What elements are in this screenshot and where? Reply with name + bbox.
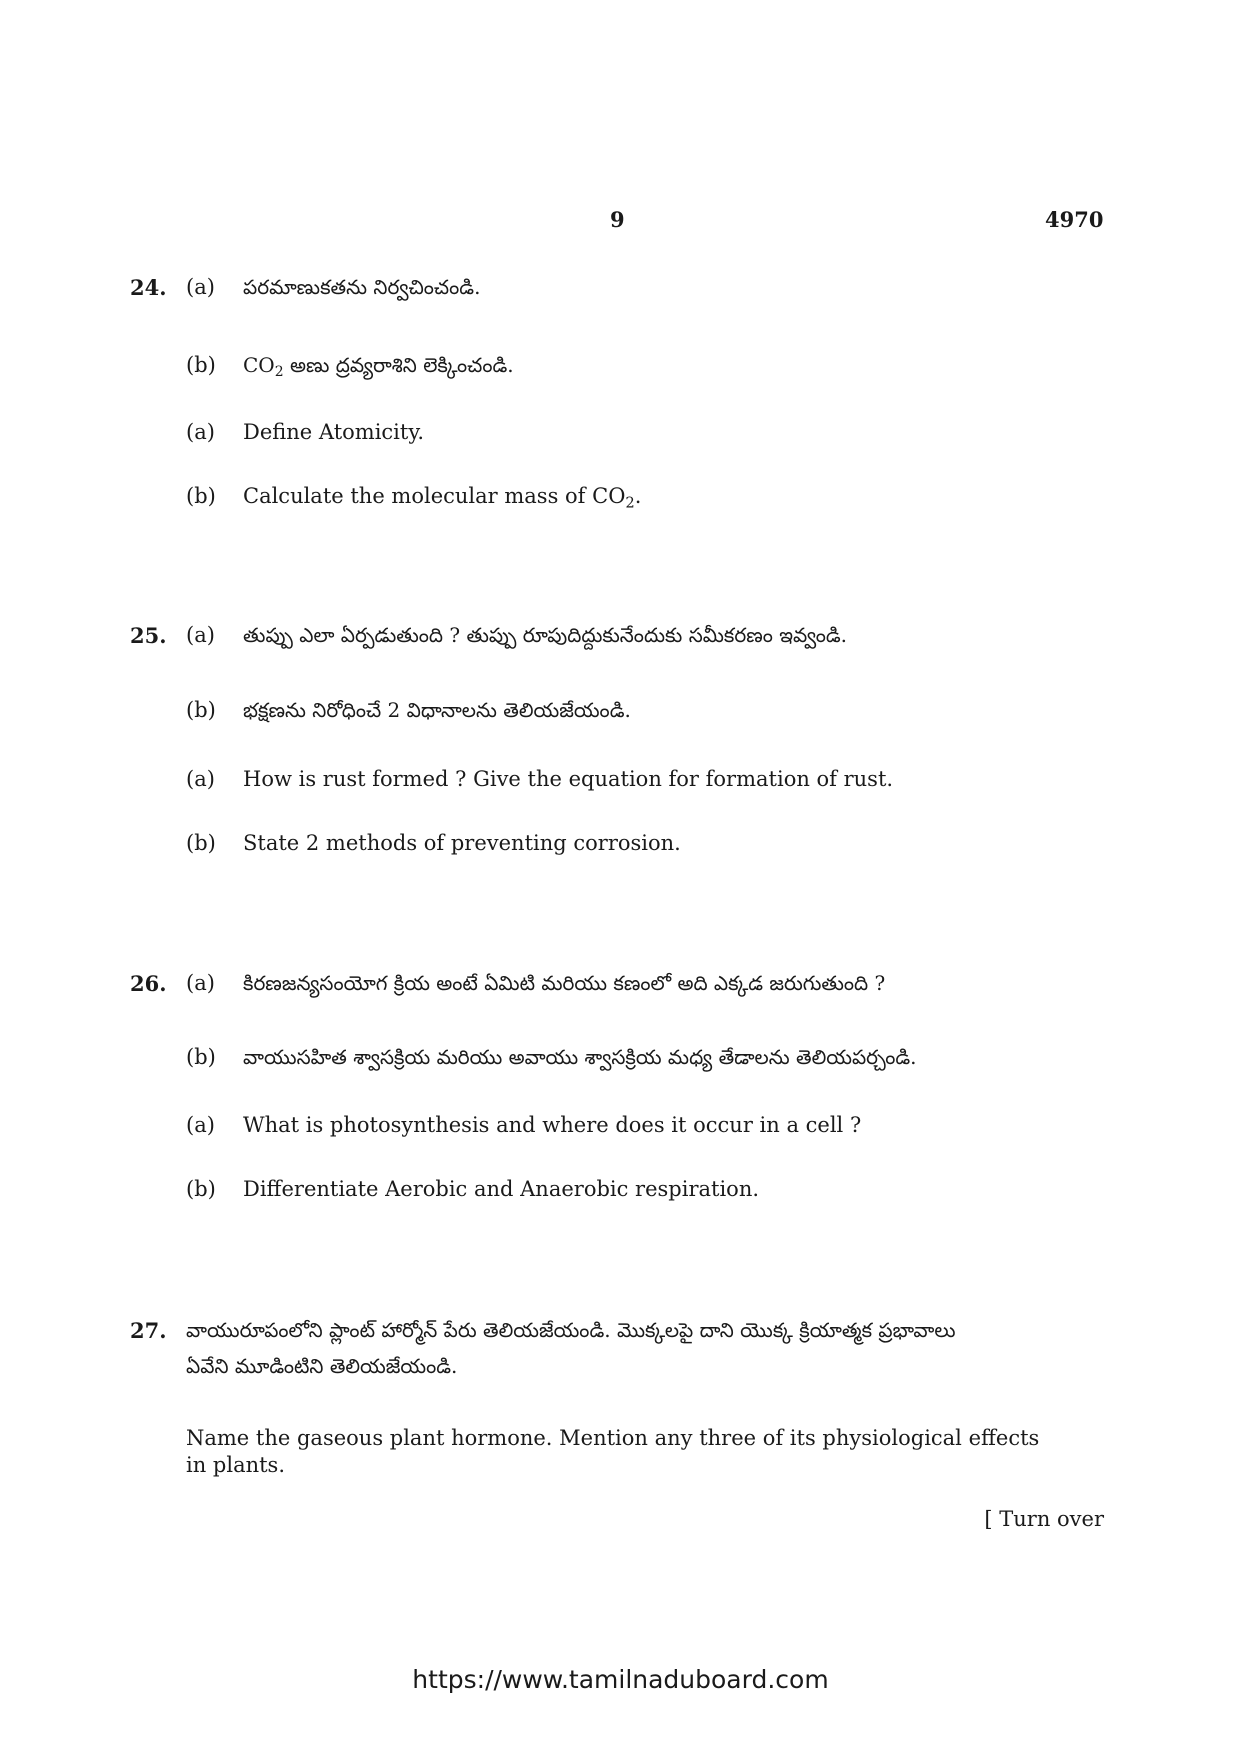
footer-url: https://www.tamilnaduboard.com (412, 1665, 829, 1694)
part-label: (b) (186, 484, 216, 508)
question-text-telugu: వాయురూపంలోని ప్లాంట్ హార్మోన్ పేరు తెలియజేయండి. మొక్కలపై దాని యొక్క క్రియాత్మక ప్రభావాలు (186, 1318, 956, 1342)
part-label: (a) (186, 275, 215, 299)
part-label: (b) (186, 698, 216, 722)
question-text-telugu: తుప్పు ఎలా ఏర్పడుతుంది ? తుప్పు రూపుదిద్దుకునేందుకు సమీకరణం ఇవ్వండి. (243, 623, 848, 647)
part-label: (a) (186, 767, 215, 791)
question-text-telugu: పరమాణుకతను నిర్వచించండి. (243, 275, 481, 299)
turn-over-note: [ Turn over (984, 1507, 1104, 1531)
question-number-24: 24. (130, 275, 167, 300)
part-label: (b) (186, 353, 216, 377)
question-text-english: How is rust formed ? Give the equation for formation of rust. (243, 767, 894, 791)
part-label: (a) (186, 1113, 215, 1137)
part-label: (a) (186, 420, 215, 444)
question-text-english: Define Atomicity. (243, 420, 425, 444)
question-text-telugu: భక్షణను నిరోధించే 2 విధానాలను తెలియజేయండి. (243, 698, 631, 722)
part-label: (b) (186, 1177, 216, 1201)
question-text-telugu: కిరణజన్యసంయోగ క్రియ అంటే ఏమిటి మరియు కణంలో అది ఎక్కడ జరుగుతుంది ? (243, 971, 886, 995)
question-number-27: 27. (130, 1318, 167, 1343)
question-text-telugu: $CO_2$ అణు ద్రవ్యరాశిని లెక్కించండి. (243, 353, 514, 381)
question-text-telugu: ఏవేని మూడింటిని తెలియజేయండి. (186, 1354, 458, 1378)
page-number: 9 (610, 207, 625, 232)
question-text-english: State 2 methods of preventing corrosion. (243, 831, 681, 855)
question-text-telugu: వాయుసహిత శ్వాసక్రియ మరియు అవాయు శ్వాసక్రియ మధ్య తేడాలను తెలియపర్చండి. (243, 1045, 917, 1069)
part-label: (b) (186, 1045, 216, 1069)
question-text-english: Name the gaseous plant hormone. Mention any three of its physiological effects in plants. (186, 1426, 1040, 1477)
question-text-english: Differentiate Aerobic and Anaerobic respiration. (243, 1177, 760, 1201)
question-number-25: 25. (130, 623, 167, 648)
part-label: (b) (186, 831, 216, 855)
question-number-26: 26. (130, 971, 167, 996)
paper-code: 4970 (1045, 207, 1104, 232)
part-label: (a) (186, 623, 215, 647)
part-label: (a) (186, 971, 215, 995)
question-text-english: Calculate the molecular mass of $CO_2$. (243, 484, 642, 512)
question-text-english: What is photosynthesis and where does it occur in a cell ? (243, 1113, 862, 1137)
